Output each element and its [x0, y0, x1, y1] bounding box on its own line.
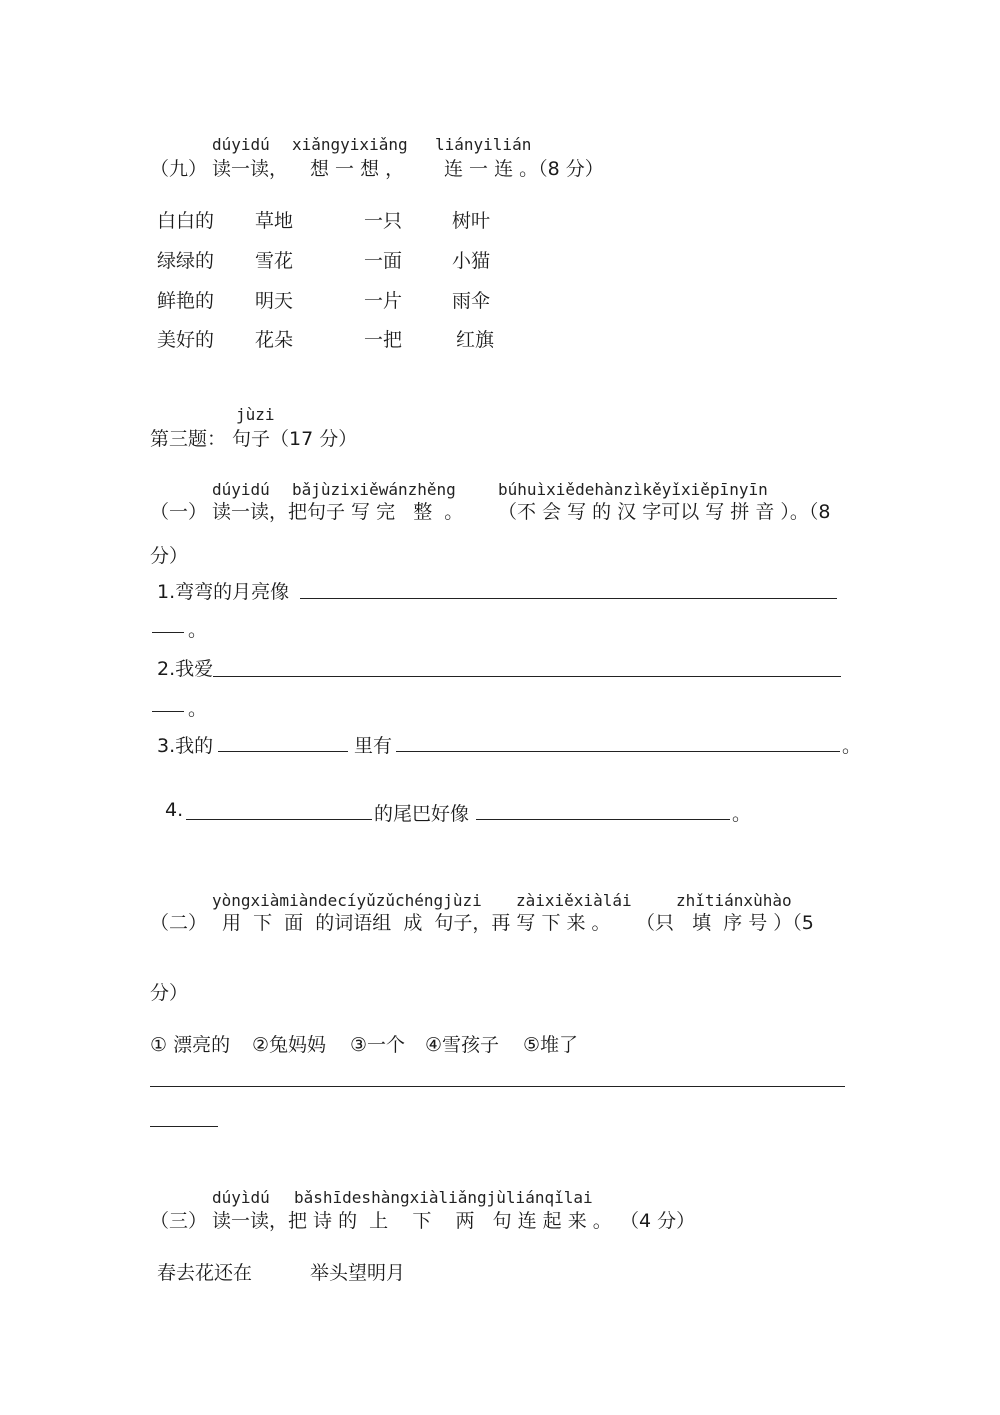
q9-word: 红旗: [456, 329, 495, 351]
s1-item4-prefix: 4.: [165, 799, 184, 821]
q9-word: 鲜艳的: [157, 290, 215, 312]
q9-word: 一面: [364, 250, 403, 272]
s1-pinyin-1: dúyidú: [212, 480, 270, 499]
s1-number: （一）: [150, 501, 208, 523]
s3-poem-line: 春去花还在: [157, 1262, 253, 1284]
part3-label: 第三题：: [150, 428, 227, 450]
q9-word: 花朵: [255, 329, 294, 351]
q9-word: 草地: [255, 210, 294, 232]
s2-title-cont: 分）: [150, 982, 189, 1004]
s2-pinyin-2: zàixiěxiàlái: [516, 891, 632, 910]
s1-item1-blank-cont[interactable]: [152, 632, 184, 633]
s2-word: ②兔妈妈: [252, 1034, 327, 1056]
q9-word: 美好的: [157, 329, 215, 351]
s2-answer-blank[interactable]: [150, 1086, 845, 1087]
q9-word: 绿绿的: [157, 250, 215, 272]
q9-pinyin-2: xiǎngyixiǎng: [292, 135, 408, 154]
s1-item4-blank-2[interactable]: [476, 819, 730, 820]
q9-word: 雨伞: [452, 290, 491, 312]
s2-pinyin-1: yòngxiàmiàndecíyǔzǔchéngjùzi: [212, 891, 482, 910]
q9-word: 一只: [364, 210, 403, 232]
s1-title-cont: 分）: [150, 545, 189, 567]
s1-item1-blank[interactable]: [300, 598, 837, 599]
q9-title-2: 想 一 想 ，: [310, 158, 405, 180]
q9-pinyin-3: liányilián: [435, 135, 532, 154]
s1-item3-prefix: 3.我的: [157, 735, 214, 757]
s1-item2-prefix: 2.我爱: [157, 658, 214, 680]
s2-word: ⑤堆了: [523, 1034, 579, 1056]
s2-word: ① 漂亮的: [150, 1034, 231, 1056]
s1-item3-blank-2[interactable]: [396, 751, 840, 752]
s1-title-2: （不 会 写 的 汉 字可以 写 拼 音 ）。（8: [498, 501, 831, 523]
s3-title-2: （4 分）: [620, 1210, 696, 1232]
s1-item1-prefix: 1.弯弯的月亮像: [157, 581, 290, 603]
s2-word: ③一个: [350, 1034, 406, 1056]
s3-pinyin-2: bǎshīdeshàngxiàliǎngjùliánqǐlai: [294, 1188, 593, 1207]
s1-item1-end: 。: [188, 619, 208, 641]
s2-title-1: 用 下 面 的词语组 成 句子，再 写 下 来 。: [222, 912, 611, 934]
part3-title: 句子（17 分）: [232, 428, 358, 450]
s2-pinyin-3: zhǐtiánxùhào: [676, 891, 792, 910]
s1-item2-blank[interactable]: [213, 676, 841, 677]
s3-number: （三）: [150, 1210, 208, 1232]
s2-title-2: （只 填 序 号 ）（5: [636, 912, 814, 934]
s1-item3-blank-1[interactable]: [218, 751, 348, 752]
s1-item2-blank-cont[interactable]: [152, 711, 184, 712]
s1-item4-blank-1[interactable]: [186, 819, 372, 820]
q9-word: 明天: [255, 290, 294, 312]
s1-item2-end: 。: [188, 698, 208, 720]
s2-word: ④雪孩子: [425, 1034, 500, 1056]
q9-number: （九）: [150, 158, 208, 180]
q9-word: 小猫: [452, 250, 491, 272]
s2-number: （二）: [150, 912, 208, 934]
s3-poem-line: 举头望明月: [310, 1262, 406, 1284]
s1-item4-mid: 的尾巴好像: [374, 803, 470, 825]
s3-pinyin-1: dúyìdú: [212, 1188, 270, 1207]
q9-title-3: 连 一 连 。（8 分）: [444, 158, 604, 180]
s1-pinyin-3: búhuìxiědehànzìkěyǐxiěpīnyīn: [498, 480, 768, 499]
part3-pinyin: jùzi: [236, 405, 275, 424]
s2-answer-blank-cont[interactable]: [150, 1126, 218, 1127]
q9-title-1: 读一读，: [212, 158, 289, 180]
s1-item3-end: 。: [842, 735, 862, 757]
s3-title-1: 读一读，把 诗 的 上 下 两 句 连 起 来 。: [212, 1210, 612, 1232]
q9-word: 雪花: [255, 250, 294, 272]
s1-item4-end: 。: [732, 803, 752, 825]
q9-word: 树叶: [452, 210, 491, 232]
s1-title-1: 读一读，把句子 写 完 整 。: [212, 501, 464, 523]
s1-item3-mid: 里有: [354, 735, 393, 757]
q9-word: 白白的: [157, 210, 215, 232]
q9-word: 一把: [364, 329, 403, 351]
q9-word: 一片: [364, 290, 403, 312]
q9-pinyin-1: dúyidú: [212, 135, 270, 154]
s1-pinyin-2: bǎjùzixiěwánzhěng: [292, 480, 456, 499]
